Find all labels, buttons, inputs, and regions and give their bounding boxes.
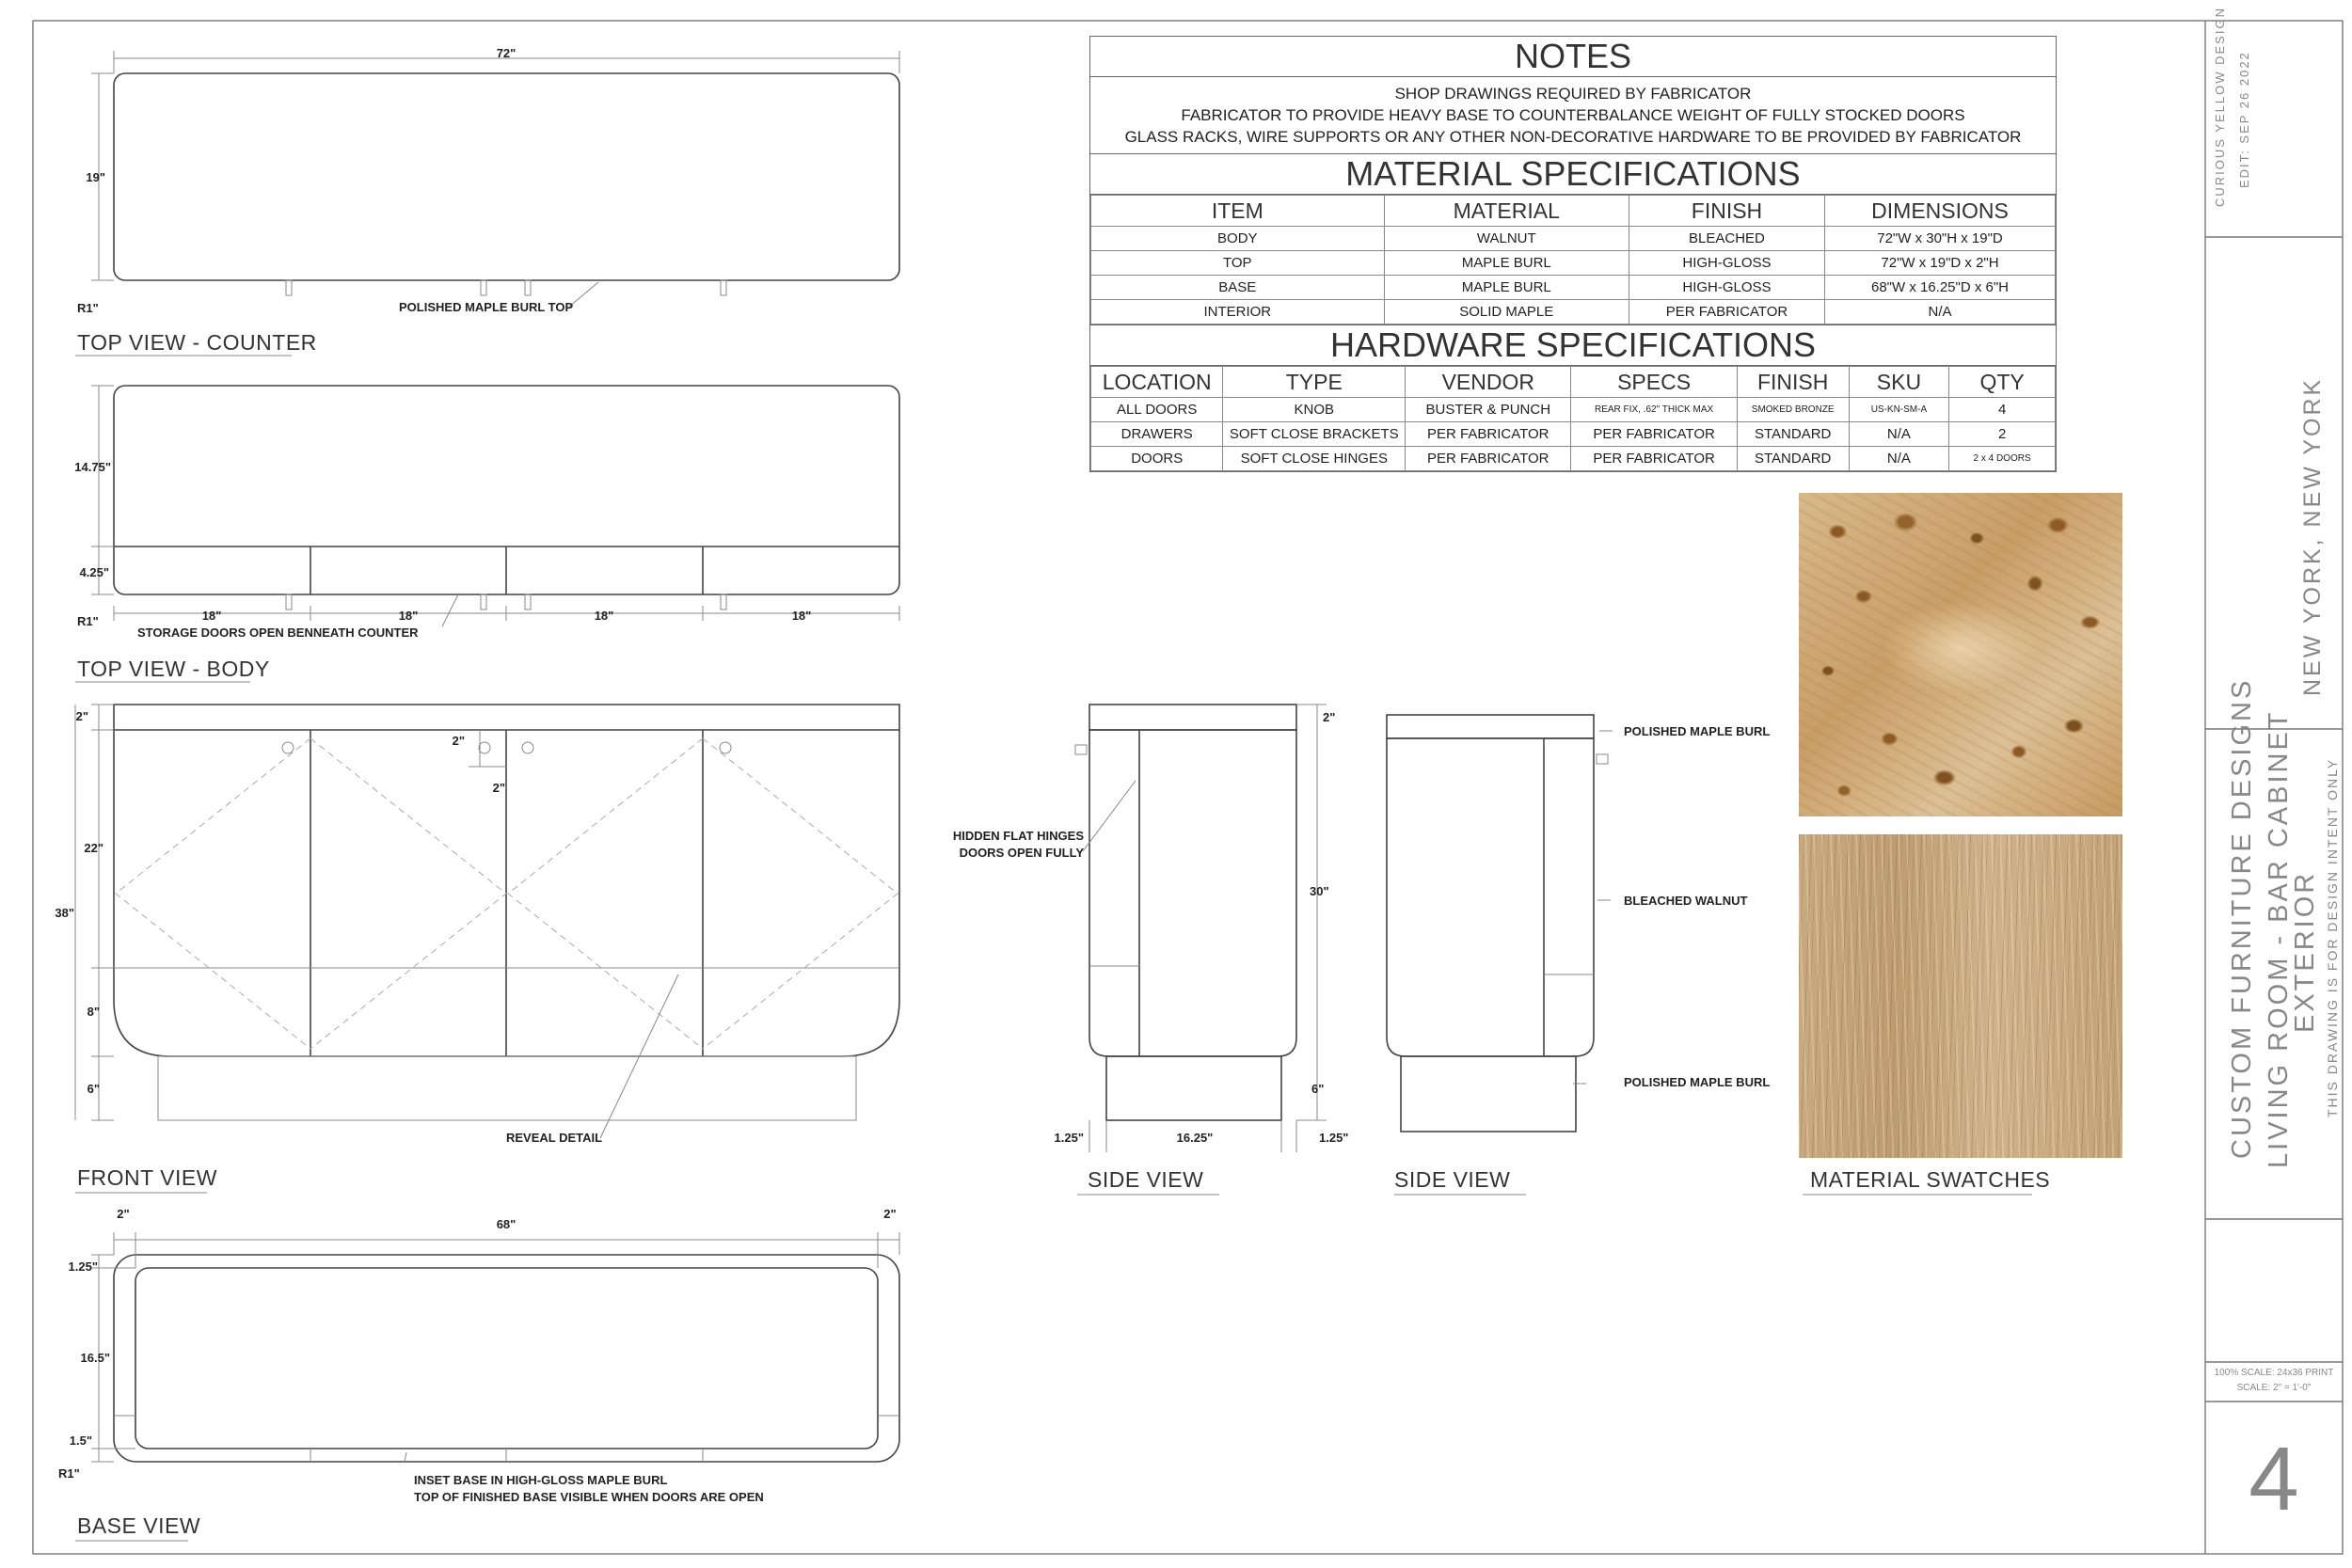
- tb-project-1: CUSTOM FURNITURE DESIGNS: [2227, 677, 2257, 1159]
- table-row: [1091, 398, 2056, 422]
- counter-callout: POLISHED MAPLE BURL TOP: [399, 300, 574, 314]
- note-line: SHOP DRAWINGS REQUIRED BY FABRICATOR: [1394, 85, 1752, 103]
- base-callout-2: TOP OF FINISHED BASE VISIBLE WHEN DOORS ARE OPEN: [414, 1490, 764, 1504]
- table-cell: DOORS: [1091, 447, 1223, 471]
- side1-height-dim: 30": [1310, 884, 1329, 898]
- table-cell: BODY: [1091, 227, 1385, 251]
- counter-outline: [114, 73, 899, 280]
- front-overall-dim: 38": [55, 906, 74, 920]
- tb-location: NEW YORK, NEW YORK: [2299, 376, 2326, 696]
- table-cell: MAPLE BURL: [1384, 276, 1629, 300]
- col-header: FINISH: [1629, 196, 1824, 227]
- bleached-walnut-swatch: [1799, 834, 2122, 1158]
- notes-body: [1090, 77, 2056, 154]
- side1-right-dim: 1.25": [1319, 1131, 1349, 1145]
- table-cell: DRAWERS: [1091, 422, 1223, 447]
- side1-depth-dim: 16.25": [1176, 1131, 1214, 1145]
- table-cell: SOFT CLOSE HINGES: [1223, 447, 1406, 471]
- table-cell: REAR FIX, .62" THICK MAX: [1571, 398, 1737, 422]
- top-view-body: [74, 386, 899, 682]
- col-header: SPECS: [1571, 367, 1737, 398]
- table-cell: 2: [1949, 422, 2056, 447]
- note-line: FABRICATOR TO PROVIDE HEAVY BASE TO COUNTERBALANCE WEIGHT OF FULLY STOCKED DOORS: [1181, 106, 1965, 124]
- table-row: [1091, 227, 2056, 251]
- spec-panel: [1089, 36, 2057, 472]
- counter-depth-dim: 19": [86, 170, 105, 184]
- top-view-counter: [75, 46, 899, 356]
- body-seg2-dim: 18": [398, 609, 419, 623]
- tb-edit: EDIT: SEP 26 2022: [2237, 51, 2251, 188]
- body-seg4-dim: 18": [791, 609, 812, 623]
- front-base-dim: 6": [87, 1082, 100, 1096]
- counter-width-dim: 72": [496, 46, 516, 60]
- maple-burl-swatch: [1799, 493, 2122, 816]
- hardware-specs-title: HARDWARE SPECIFICATIONS: [1090, 325, 2056, 366]
- base-radius-dim: R1": [58, 1466, 80, 1481]
- tb-scale-2: SCALE: 2" = 1'-0": [2236, 1383, 2312, 1393]
- table-row: [1091, 422, 2056, 447]
- table-cell: SMOKED BRONZE: [1737, 398, 1849, 422]
- front-upper-dim: 22": [84, 841, 103, 855]
- front-view-title: FRONT VIEW: [77, 1165, 217, 1190]
- table-header-row: [1091, 367, 2056, 398]
- table-row: [1091, 251, 2056, 276]
- hardware-specs-table: [1090, 366, 2056, 471]
- table-cell: STANDARD: [1737, 422, 1849, 447]
- note-line: GLASS RACKS, WIRE SUPPORTS OR ANY OTHER NON-DECORATIVE HARDWARE TO BE PROVIDED BY FABRICATOR: [1124, 128, 2022, 146]
- side1-callout-2: DOORS OPEN FULLY: [959, 846, 1084, 860]
- col-header: FINISH: [1737, 367, 1849, 398]
- base-view: [58, 1207, 899, 1541]
- table-cell: BLEACHED: [1629, 227, 1824, 251]
- col-header: LOCATION: [1091, 367, 1223, 398]
- table-cell: SOFT CLOSE BRACKETS: [1223, 422, 1406, 447]
- tb-project-2: LIVING ROOM - BAR CABINET: [2264, 709, 2294, 1168]
- table-row: [1091, 447, 2056, 471]
- table-cell: US-KN-SM-A: [1849, 398, 1949, 422]
- base-top-dim: 1.25": [68, 1259, 98, 1274]
- table-header-row: [1091, 196, 2056, 227]
- col-header: TYPE: [1223, 367, 1406, 398]
- col-header: VENDOR: [1406, 367, 1571, 398]
- side2-callout-mid: BLEACHED WALNUT: [1624, 894, 1748, 908]
- counter-radius-dim: R1": [77, 301, 99, 315]
- table-cell: N/A: [1825, 300, 2056, 325]
- base-right-dim: 2": [883, 1207, 897, 1221]
- base-bottom-dim: 1.5": [69, 1433, 92, 1448]
- side-view-1: [953, 705, 1349, 1195]
- col-header: MATERIAL: [1384, 196, 1629, 227]
- table-cell: N/A: [1849, 422, 1949, 447]
- table-cell: BASE: [1091, 276, 1385, 300]
- material-specs-title: MATERIAL SPECIFICATIONS: [1090, 154, 2056, 195]
- table-cell: PER FABRICATOR: [1571, 422, 1737, 447]
- table-row: [1091, 276, 2056, 300]
- base-outer: [114, 1255, 899, 1462]
- table-cell: 2 x 4 DOORS: [1949, 447, 2056, 471]
- front-base: [158, 1056, 856, 1120]
- side2-callout-top: POLISHED MAPLE BURL: [1624, 724, 1771, 738]
- tb-scale-1: 100% SCALE: 24x36 PRINT: [2214, 1368, 2334, 1378]
- table-cell: BUSTER & PUNCH: [1406, 398, 1571, 422]
- table-cell: HIGH-GLOSS: [1629, 276, 1824, 300]
- table-cell: N/A: [1849, 447, 1949, 471]
- tb-sheet-number: 4: [2249, 1429, 2299, 1529]
- table-cell: 72"W x 30"H x 19"D: [1825, 227, 2056, 251]
- front-top-dim: 2": [75, 709, 88, 723]
- table-cell: 68"W x 16.25"D x 6"H: [1825, 276, 2056, 300]
- table-cell: 72"W x 19"D x 2"H: [1825, 251, 2056, 276]
- material-specs-table: [1090, 195, 2056, 325]
- body-seg1-dim: 18": [201, 609, 222, 623]
- table-cell: STANDARD: [1737, 447, 1849, 471]
- base-depth-dim: 16.5": [80, 1351, 110, 1365]
- col-header: DIMENSIONS: [1825, 196, 2056, 227]
- side1-left-dim: 1.25": [1054, 1131, 1084, 1145]
- table-cell: TOP: [1091, 251, 1385, 276]
- tb-company: CURIOUS YELLOW DESIGN: [2213, 7, 2227, 207]
- tb-project-3: EXTERIOR: [2290, 870, 2320, 1033]
- table-cell: INTERIOR: [1091, 300, 1385, 325]
- side1-top-dim: 2": [1323, 710, 1336, 724]
- body-depth-dim: 14.75": [74, 460, 111, 474]
- front-lower-dim: 8": [87, 1005, 100, 1019]
- table-cell: SOLID MAPLE: [1384, 300, 1629, 325]
- base-left-dim: 2": [117, 1207, 130, 1221]
- table-cell: KNOB: [1223, 398, 1406, 422]
- table-cell: PER FABRICATOR: [1406, 447, 1571, 471]
- front-gap-v-dim: 2": [492, 781, 505, 795]
- side-view-2: [1387, 715, 1770, 1195]
- col-header: ITEM: [1091, 196, 1385, 227]
- side1-body: [1089, 730, 1296, 1056]
- body-callout: STORAGE DOORS OPEN BENNEATH COUNTER: [137, 626, 419, 640]
- table-cell: PER FABRICATOR: [1571, 447, 1737, 471]
- col-header: SKU: [1849, 367, 1949, 398]
- swatches-title: MATERIAL SWATCHES: [1810, 1167, 2051, 1192]
- front-callout: REVEAL DETAIL: [506, 1131, 603, 1145]
- table-row: [1091, 300, 2056, 325]
- base-callout-1: INSET BASE IN HIGH-GLOSS MAPLE BURL: [414, 1473, 668, 1487]
- top-view-body-title: TOP VIEW - BODY: [77, 657, 270, 681]
- table-cell: PER FABRICATOR: [1629, 300, 1824, 325]
- side1-base-dim: 6": [1311, 1082, 1325, 1096]
- tb-disclaimer: THIS DRAWING IS FOR DESIGN INTENT ONLY: [2325, 757, 2340, 1117]
- table-cell: 4: [1949, 398, 2056, 422]
- body-lower-dim: 4.25": [79, 565, 109, 579]
- side2-body: [1387, 738, 1594, 1056]
- table-cell: MAPLE BURL: [1384, 251, 1629, 276]
- side1-callout-1: HIDDEN FLAT HINGES: [952, 829, 1084, 843]
- side2-callout-base: POLISHED MAPLE BURL: [1624, 1075, 1771, 1089]
- table-cell: PER FABRICATOR: [1406, 422, 1571, 447]
- base-width-dim: 68": [496, 1217, 516, 1231]
- side-view-1-title: SIDE VIEW: [1088, 1167, 1204, 1192]
- side-view-2-title: SIDE VIEW: [1394, 1167, 1511, 1192]
- title-block: [2213, 7, 2340, 1529]
- body-seg3-dim: 18": [594, 609, 614, 623]
- top-view-counter-title: TOP VIEW - COUNTER: [77, 330, 317, 355]
- table-cell: HIGH-GLOSS: [1629, 251, 1824, 276]
- table-cell: ALL DOORS: [1091, 398, 1223, 422]
- base-view-title: BASE VIEW: [77, 1513, 201, 1538]
- notes-title: NOTES: [1090, 37, 2056, 77]
- table-cell: WALNUT: [1384, 227, 1629, 251]
- front-view: [55, 705, 899, 1193]
- col-header: QTY: [1949, 367, 2056, 398]
- base-inner: [135, 1268, 878, 1449]
- front-gap-h-dim: 2": [452, 734, 465, 748]
- body-radius-dim: R1": [77, 614, 99, 628]
